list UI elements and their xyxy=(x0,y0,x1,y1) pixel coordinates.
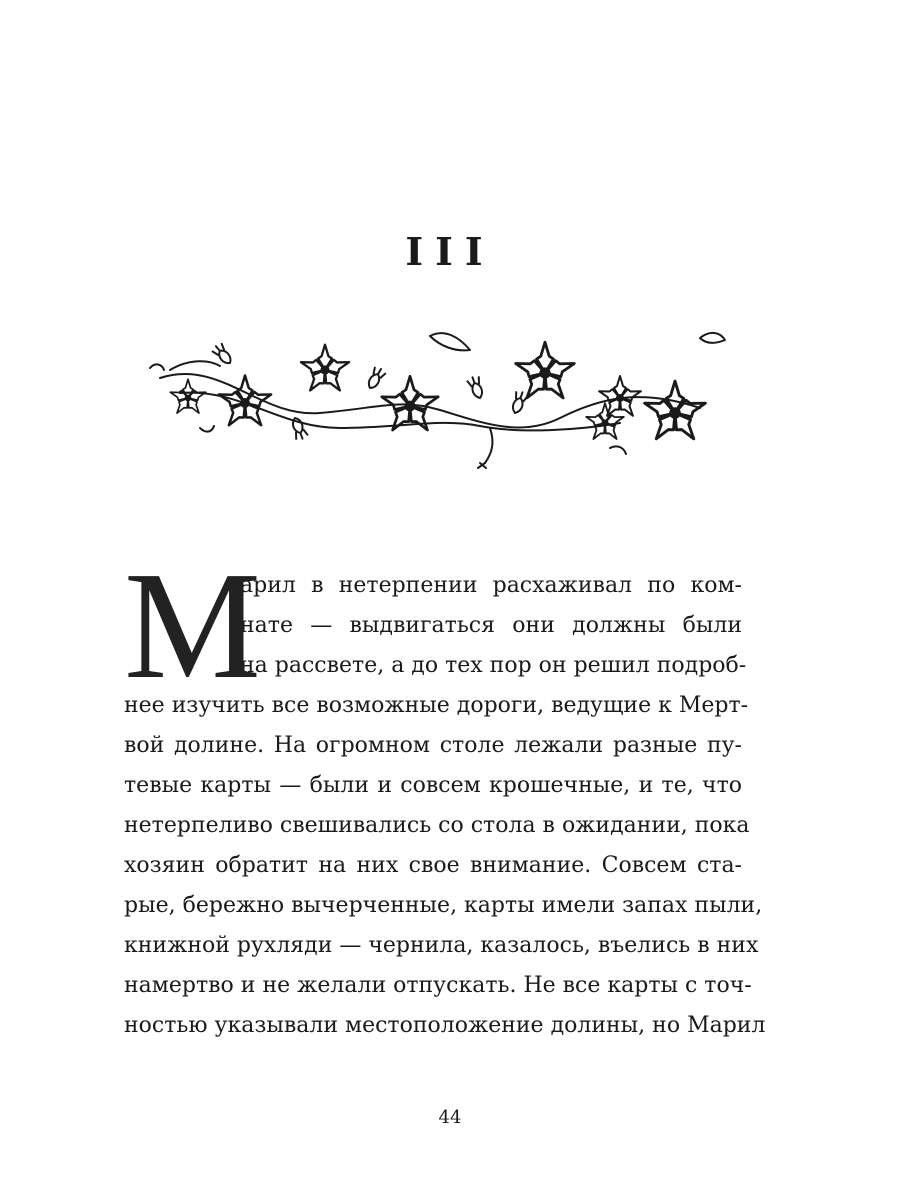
text-line: нате — выдвигаться они должны были xyxy=(240,613,742,638)
text-line: нее изучить все возможные дороги, ведущие к Мерт- xyxy=(124,693,749,718)
page-number: 44 xyxy=(438,1107,462,1128)
drop-cap: М xyxy=(124,541,261,711)
text-line: ностью указывали местоположение долины, но Марил xyxy=(124,1013,766,1038)
text-line: арил в нетерпении расхаживал по ком- xyxy=(240,573,742,598)
body-text xyxy=(124,541,766,1046)
text-line: вой долине. На огромном столе лежали разные пу- xyxy=(124,733,742,758)
chapter-number: III xyxy=(405,229,495,274)
text-line: рые, бережно вычерченные, карты имели запах пыли, xyxy=(124,893,763,918)
cornflower-garland-icon xyxy=(140,318,740,478)
text-line: нетерпеливо свешивались со стола в ожидании, пока xyxy=(124,813,750,838)
text-line: книжной рухляди — чернила, казалось, въелись в них xyxy=(124,933,759,958)
text-line: на рассвете, а до тех пор он решил подроб- xyxy=(240,653,747,678)
text-line: тевые карты — были и совсем крошечные, и те, что xyxy=(124,773,742,798)
text-line: намертво и не желали отпускать. Не все карты с точ- xyxy=(124,973,752,998)
text-line: хозяин обратит на них свое внимание. Совсем ста- xyxy=(124,853,742,878)
